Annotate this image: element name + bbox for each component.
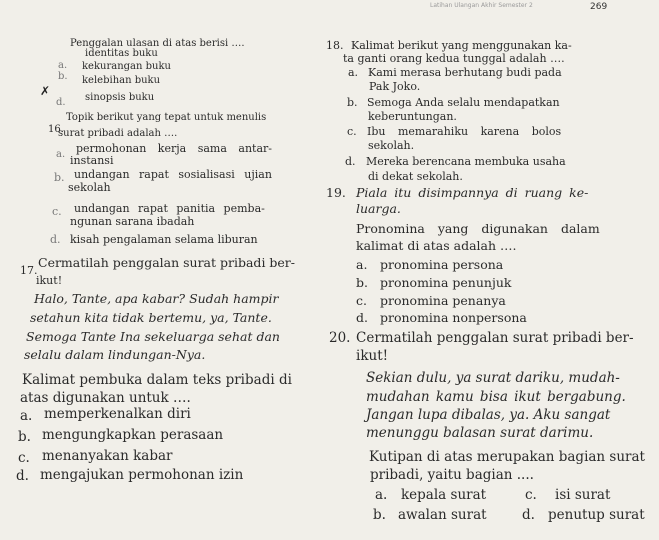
q17-option-c-mark: c. — [18, 450, 30, 466]
q15-stem: Penggalan ulasan di atas berisi …. — [70, 38, 245, 49]
q15-option-a: identitas buku — [85, 48, 158, 59]
q17-letter-line3: Semoga Tante Ina sekeluarga sehat dan — [26, 329, 280, 344]
q18-number: 18. — [326, 39, 344, 52]
q16-option-d: kisah pengalaman selama liburan — [70, 233, 258, 246]
q17-option-a-mark: a. — [20, 408, 33, 424]
q20-letter-line3: Jangan lupa dibalas, ya. Aku sangat — [366, 407, 611, 423]
q16-option-b-line1: undangan rapat sosialisasi ujian — [74, 168, 272, 181]
q20-letter-line1: Sekian dulu, ya surat dariku, mudah- — [366, 370, 620, 386]
q20-option-a: kepala surat — [401, 487, 487, 503]
q19-stem-line4: kalimat di atas adalah …. — [356, 238, 517, 253]
q17-question-line2: atas digunakan untuk …. — [20, 390, 191, 406]
q20-option-c: isi surat — [555, 487, 611, 503]
q16-option-d-mark: d. — [50, 233, 61, 246]
q17-option-d-mark: d. — [16, 468, 29, 484]
q18-stem-line1: Kalimat berikut yang menggunakan ka- — [351, 39, 572, 52]
q19-option-d: pronomina nonpersona — [380, 310, 527, 325]
q15-option-c: kelebihan buku — [82, 75, 161, 86]
q19-option-a: pronomina persona — [380, 257, 504, 272]
q16-option-c-mark: c. — [52, 205, 62, 218]
q18-option-b-mark: b. — [347, 96, 358, 109]
handwritten-x-mark: ✗ — [40, 84, 51, 98]
q16-number: 16. — [48, 124, 64, 135]
q17-letter-line1: Halo, Tante, apa kabar? Sudah hampir — [34, 291, 279, 306]
q20-option-d-mark: d. — [522, 507, 535, 523]
q17-letter-line2: setahun kita tidak bertemu, ya, Tante. — [30, 310, 272, 325]
q18-option-a-mark: a. — [348, 66, 359, 79]
q18-option-c-line2: sekolah. — [368, 139, 415, 152]
q18-option-d-mark: d. — [345, 155, 356, 168]
q18-option-b-line2: keberuntungan. — [368, 110, 457, 123]
q20-option-b: awalan surat — [398, 507, 487, 523]
q19-option-b-mark: b. — [356, 275, 368, 290]
q17-option-c: menanyakan kabar — [42, 448, 173, 464]
q18-option-c-mark: c. — [347, 125, 357, 138]
q20-number: 20. — [329, 330, 351, 346]
q16-stem-line2: surat pribadi adalah …. — [58, 128, 178, 139]
q16-option-a-line2: instansi — [70, 154, 114, 167]
q19-option-d-mark: d. — [356, 310, 368, 325]
q20-letter-line4: menunggu balasan surat darimu. — [366, 425, 594, 441]
q19-stem-line2: luarga. — [356, 201, 401, 216]
q20-question-line2: pribadi, yaitu bagian .... — [370, 467, 534, 483]
q20-option-c-mark: c. — [525, 487, 537, 503]
q18-option-a-line1: Kami merasa berhutang budi pada — [368, 66, 562, 79]
q17-number: 17. — [20, 264, 38, 277]
q17-option-d: mengajukan permohonan izin — [40, 467, 244, 483]
q20-stem: Cermatilah penggalan surat pribadi ber- — [356, 330, 634, 346]
q20-option-d: penutup surat — [548, 507, 645, 523]
q18-option-d-line2: di dekat sekolah. — [368, 170, 463, 183]
q20-letter-line2: mudahan kamu bisa ikut bergabung. — [366, 389, 626, 405]
q16-option-b-mark: b. — [54, 171, 65, 184]
q16-option-a-line1: permohonan kerja sama antar- — [76, 142, 272, 155]
q17-option-a: memperkenalkan diri — [44, 406, 191, 422]
q17-option-b: mengungkapkan perasaan — [42, 427, 224, 443]
q16-option-c-line2: ngunan sarana ibadah — [70, 215, 195, 228]
q15-option-b: kekurangan buku — [82, 61, 171, 72]
q17-stem-line2: ikut! — [36, 274, 63, 287]
q19-number: 19. — [326, 185, 346, 200]
q19-stem-line3: Pronomina yang digunakan dalam — [356, 221, 600, 236]
q19-option-c: pronomina penanya — [380, 293, 506, 308]
q15-option-d-mark: d. — [56, 97, 66, 108]
q18-option-d-line1: Mereka berencana membuka usaha — [366, 155, 566, 168]
q17-stem: Cermatilah penggalan surat pribadi ber- — [38, 255, 296, 270]
q17-option-b-mark: b. — [18, 429, 31, 445]
q16-option-a-mark: a. — [56, 149, 66, 160]
q18-stem-line2: ta ganti orang kedua tunggal adalah …. — [343, 52, 565, 65]
q20-question-line1: Kutipan di atas merupakan bagian surat — [369, 449, 645, 465]
q19-option-a-mark: a. — [356, 257, 368, 272]
q15-option-a-mark: a. — [58, 60, 68, 71]
q20-option-a-mark: a. — [375, 487, 388, 503]
q19-stem-line1: Piala itu disimpannya di ruang ke- — [356, 185, 589, 200]
q20-option-b-mark: b. — [373, 507, 386, 523]
q17-letter-line4: selalu dalam lindungan-Nya. — [24, 347, 206, 362]
q19-option-c-mark: c. — [356, 293, 367, 308]
q18-option-b-line1: Semoga Anda selalu mendapatkan — [367, 96, 560, 109]
running-header: Latihan Ulangan Akhir Semester 2 — [430, 2, 533, 9]
q17-question-line1: Kalimat pembuka dalam teks pribadi di — [22, 372, 292, 388]
q16-option-b-line2: sekolah — [68, 181, 111, 194]
q18-option-c-line1: Ibu memarahiku karena bolos — [367, 125, 562, 138]
q16-stem-line1: Topik berikut yang tepat untuk menulis — [66, 112, 267, 123]
q16-option-c-line1: undangan rapat panitia pemba- — [74, 202, 265, 215]
page-number: 269 — [590, 2, 608, 12]
q19-option-b: pronomina penunjuk — [380, 275, 512, 290]
q20-stem-line2: ikut! — [356, 348, 389, 364]
q18-option-a-line2: Pak Joko. — [369, 80, 421, 93]
q15-option-d: sinopsis buku — [85, 92, 155, 103]
q15-option-b-mark: b. — [58, 71, 68, 82]
